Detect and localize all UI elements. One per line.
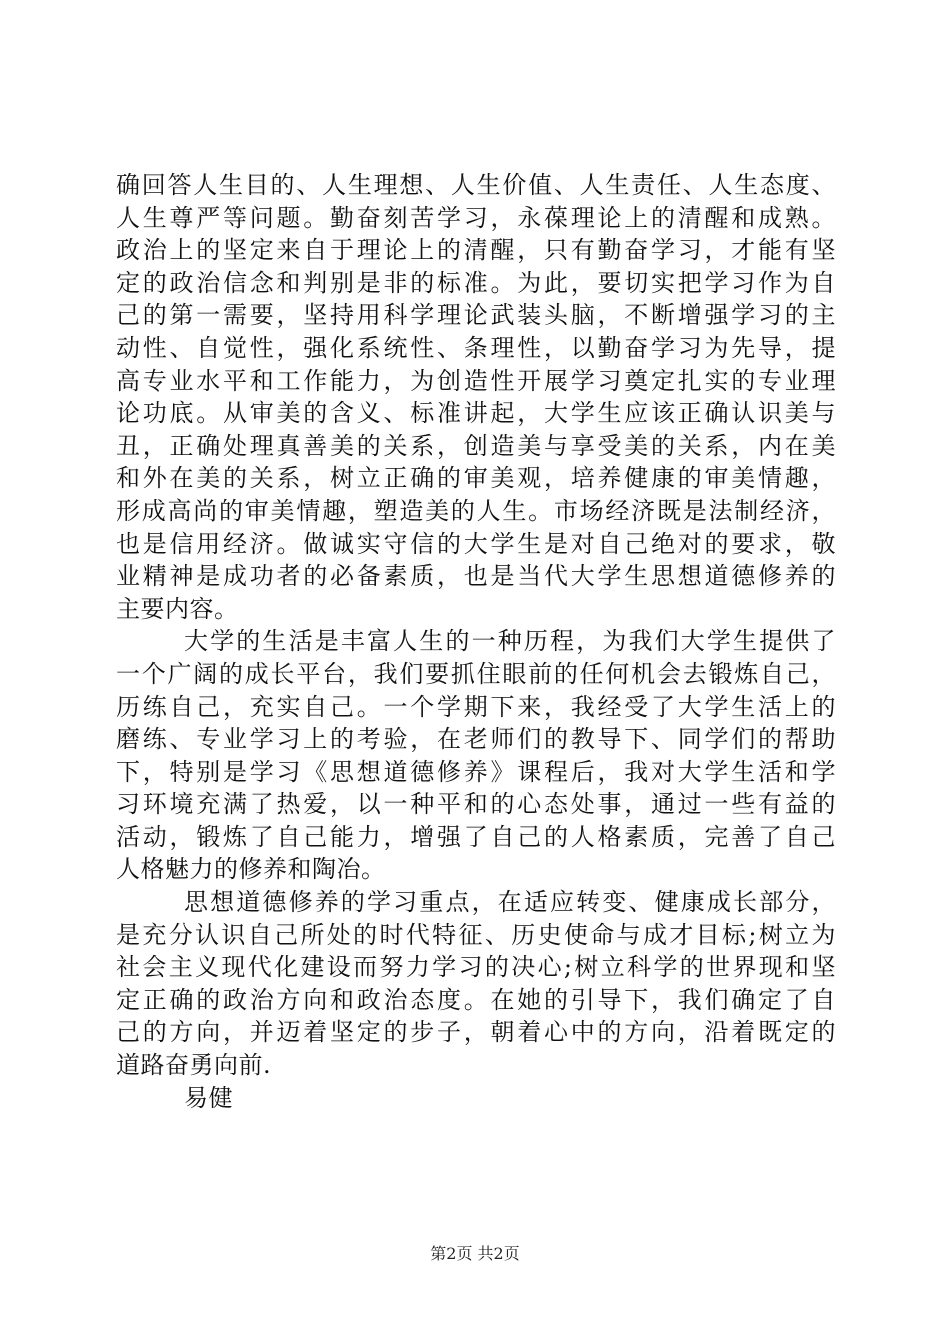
- text-line: 动性、自觉性，强化系统性、条理性，以勤奋学习为先导，提: [116, 333, 836, 362]
- page-number-footer: 第2页 共2页: [430, 1244, 520, 1263]
- text-line: 下，特别是学习《思想道德修养》课程后，我对大学生活和学: [116, 757, 836, 786]
- text-line: 大学的生活是丰富人生的一种历程，为我们大学生提供了: [184, 627, 836, 656]
- text-line: 丑，正确处理真善美的关系，创造美与享受美的关系，内在美: [116, 431, 836, 460]
- text-line: 业精神是成功者的必备素质，也是当代大学生思想道德修养的: [116, 562, 836, 591]
- text-line: 主要内容。: [116, 594, 239, 623]
- text-line: 习环境充满了热爱，以一种平和的心态处事，通过一些有益的: [116, 790, 836, 819]
- text-line: 政治上的坚定来自于理论上的清醒，只有勤奋学习，才能有坚: [116, 236, 836, 265]
- text-line: 和外在美的关系，树立正确的审美观，培养健康的审美情趣，: [116, 464, 836, 493]
- author-signature: 易健: [184, 1083, 233, 1112]
- text-line: 道路奋勇向前.: [116, 1051, 272, 1080]
- text-line: 己的第一需要，坚持用科学理论武装头脑，不断增强学习的主: [116, 301, 836, 330]
- text-line: 定的政治信念和判别是非的标准。为此，要切实把学习作为自: [116, 268, 836, 297]
- text-line: 思想道德修养的学习重点，在适应转变、健康成长部分，: [184, 888, 836, 917]
- text-line: 定正确的政治方向和政治态度。在她的引导下，我们确定了自: [116, 985, 836, 1014]
- text-line: 高专业水平和工作能力，为创造性开展学习奠定扎实的专业理: [116, 366, 836, 395]
- text-line: 人生尊严等问题。勤奋刻苦学习，永葆理论上的清醒和成熟。: [116, 203, 836, 232]
- paragraph-1: [116, 169, 836, 625]
- text-line: 确回答人生目的、人生理想、人生价值、人生责任、人生态度、: [116, 171, 836, 199]
- text-line: 人格魅力的修养和陶冶。: [116, 855, 386, 884]
- text-line: 社会主义现代化建设而努力学习的决心;树立科学的世界现和坚: [116, 953, 836, 982]
- text-line: 形成高尚的审美情趣，塑造美的人生。市场经济既是法制经济，: [116, 496, 836, 525]
- text-line: 己的方向，并迈着坚定的步子，朝着心中的方向，沿着既定的: [116, 1018, 836, 1047]
- text-line: 磨练、专业学习上的考验，在老师们的教导下、同学们的帮助: [116, 725, 836, 754]
- text-line: 一个广阔的成长平台，我们要抓住眼前的任何机会去锻炼自己，: [116, 659, 836, 688]
- document-body: [116, 169, 836, 1114]
- paragraph-2: [116, 625, 836, 886]
- text-line: 是充分认识自己所处的时代特征、历史使命与成才目标;树立为: [116, 920, 836, 949]
- text-line: 历练自己，充实自己。一个学期下来，我经受了大学生活上的: [116, 692, 836, 721]
- text-line: 也是信用经济。做诚实守信的大学生是对自己绝对的要求，敬: [116, 529, 836, 558]
- text-line: 活动，锻炼了自己能力，增强了自己的人格素质，完善了自己: [116, 822, 836, 851]
- text-line: 论功底。从审美的含义、标准讲起，大学生应该正确认识美与: [116, 399, 836, 428]
- paragraph-3: [116, 886, 836, 1082]
